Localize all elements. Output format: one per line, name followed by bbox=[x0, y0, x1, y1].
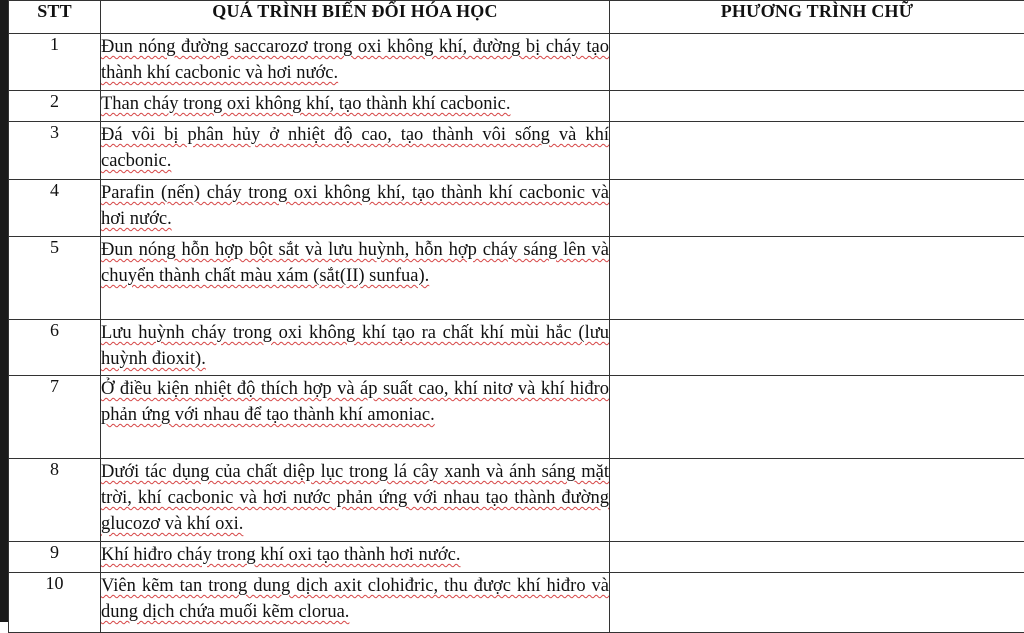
equation-cell[interactable] bbox=[610, 237, 1024, 320]
equation-cell[interactable] bbox=[610, 320, 1024, 376]
process-cell bbox=[101, 459, 610, 542]
table-row bbox=[9, 320, 1024, 376]
process-text: Khí hiđro cháy trong khí oxi tạo thành hơi nước. bbox=[101, 545, 460, 565]
table-row bbox=[9, 573, 1024, 633]
row-number: 7 bbox=[9, 376, 101, 459]
table-row bbox=[9, 180, 1024, 237]
row-number: 4 bbox=[9, 180, 101, 237]
process-text: Parafin (nến) cháy trong oxi không khí, tạo thành khí cacbonic và hơi nước. bbox=[101, 183, 609, 229]
equation-cell[interactable] bbox=[610, 542, 1024, 573]
row-number: 1 bbox=[9, 34, 101, 91]
table-row bbox=[9, 91, 1024, 122]
process-cell bbox=[101, 180, 610, 237]
process-cell bbox=[101, 573, 610, 633]
table-row bbox=[9, 376, 1024, 459]
process-cell bbox=[101, 542, 610, 573]
process-text: Lưu huỳnh cháy trong oxi không khí tạo ra chất khí mùi hắc (lưu huỳnh đioxit). bbox=[101, 323, 609, 369]
equation-cell[interactable] bbox=[610, 34, 1024, 91]
process-cell bbox=[101, 376, 610, 459]
process-text: Ở điều kiện nhiệt độ thích hợp và áp suất cao, khí nitơ và khí hiđro phản ứng với nhau để tạo thành khí amoniac. bbox=[101, 379, 609, 425]
process-cell bbox=[101, 122, 610, 180]
equation-cell[interactable] bbox=[610, 376, 1024, 459]
left-edge-border bbox=[0, 0, 8, 622]
table-row bbox=[9, 237, 1024, 320]
row-number: 5 bbox=[9, 237, 101, 320]
row-number: 10 bbox=[9, 573, 101, 633]
row-number: 3 bbox=[9, 122, 101, 180]
row-number: 6 bbox=[9, 320, 101, 376]
process-text: Đá vôi bị phân hủy ở nhiệt độ cao, tạo thành vôi sống và khí cacbonic. bbox=[101, 125, 609, 171]
equation-cell[interactable] bbox=[610, 180, 1024, 237]
row-number: 2 bbox=[9, 91, 101, 122]
process-cell bbox=[101, 34, 610, 91]
process-cell bbox=[101, 320, 610, 376]
chemistry-table bbox=[8, 0, 1024, 633]
row-number: 8 bbox=[9, 459, 101, 542]
process-text: Dưới tác dụng của chất diệp lục trong lá cây xanh và ánh sáng mặt trời, khí cacbonic và hơi nước phản ứng với nhau tạo thành đường glucozơ và khí oxi. bbox=[101, 462, 609, 534]
table-row bbox=[9, 122, 1024, 180]
process-text: Viên kẽm tan trong dung dịch axit clohiđric, thu được khí hiđro và dung dịch chứa muối kẽm clorua. bbox=[101, 576, 609, 622]
table-row bbox=[9, 34, 1024, 91]
table-row bbox=[9, 542, 1024, 573]
equation-cell[interactable] bbox=[610, 122, 1024, 180]
process-text: Than cháy trong oxi không khí, tạo thành khí cacbonic. bbox=[101, 94, 510, 114]
equation-cell[interactable] bbox=[610, 91, 1024, 122]
row-number: 9 bbox=[9, 542, 101, 573]
header-row bbox=[9, 1, 1024, 34]
process-cell bbox=[101, 237, 610, 320]
header-process: QUÁ TRÌNH BIẾN ĐỔI HÓA HỌC bbox=[101, 1, 610, 34]
equation-cell[interactable] bbox=[610, 573, 1024, 633]
process-text: Đun nóng đường saccarozơ trong oxi không khí, đường bị cháy tạo thành khí cacbonic và hơi nước. bbox=[101, 37, 609, 83]
header-equation: PHƯƠNG TRÌNH CHỮ bbox=[610, 1, 1024, 34]
header-stt: STT bbox=[9, 1, 101, 34]
process-cell bbox=[101, 91, 610, 122]
process-text: Đun nóng hỗn hợp bột sắt và lưu huỳnh, hỗn hợp cháy sáng lên và chuyển thành chất màu xám (sắt(II) sunfua). bbox=[101, 240, 609, 286]
equation-cell[interactable] bbox=[610, 459, 1024, 542]
table-row bbox=[9, 459, 1024, 542]
